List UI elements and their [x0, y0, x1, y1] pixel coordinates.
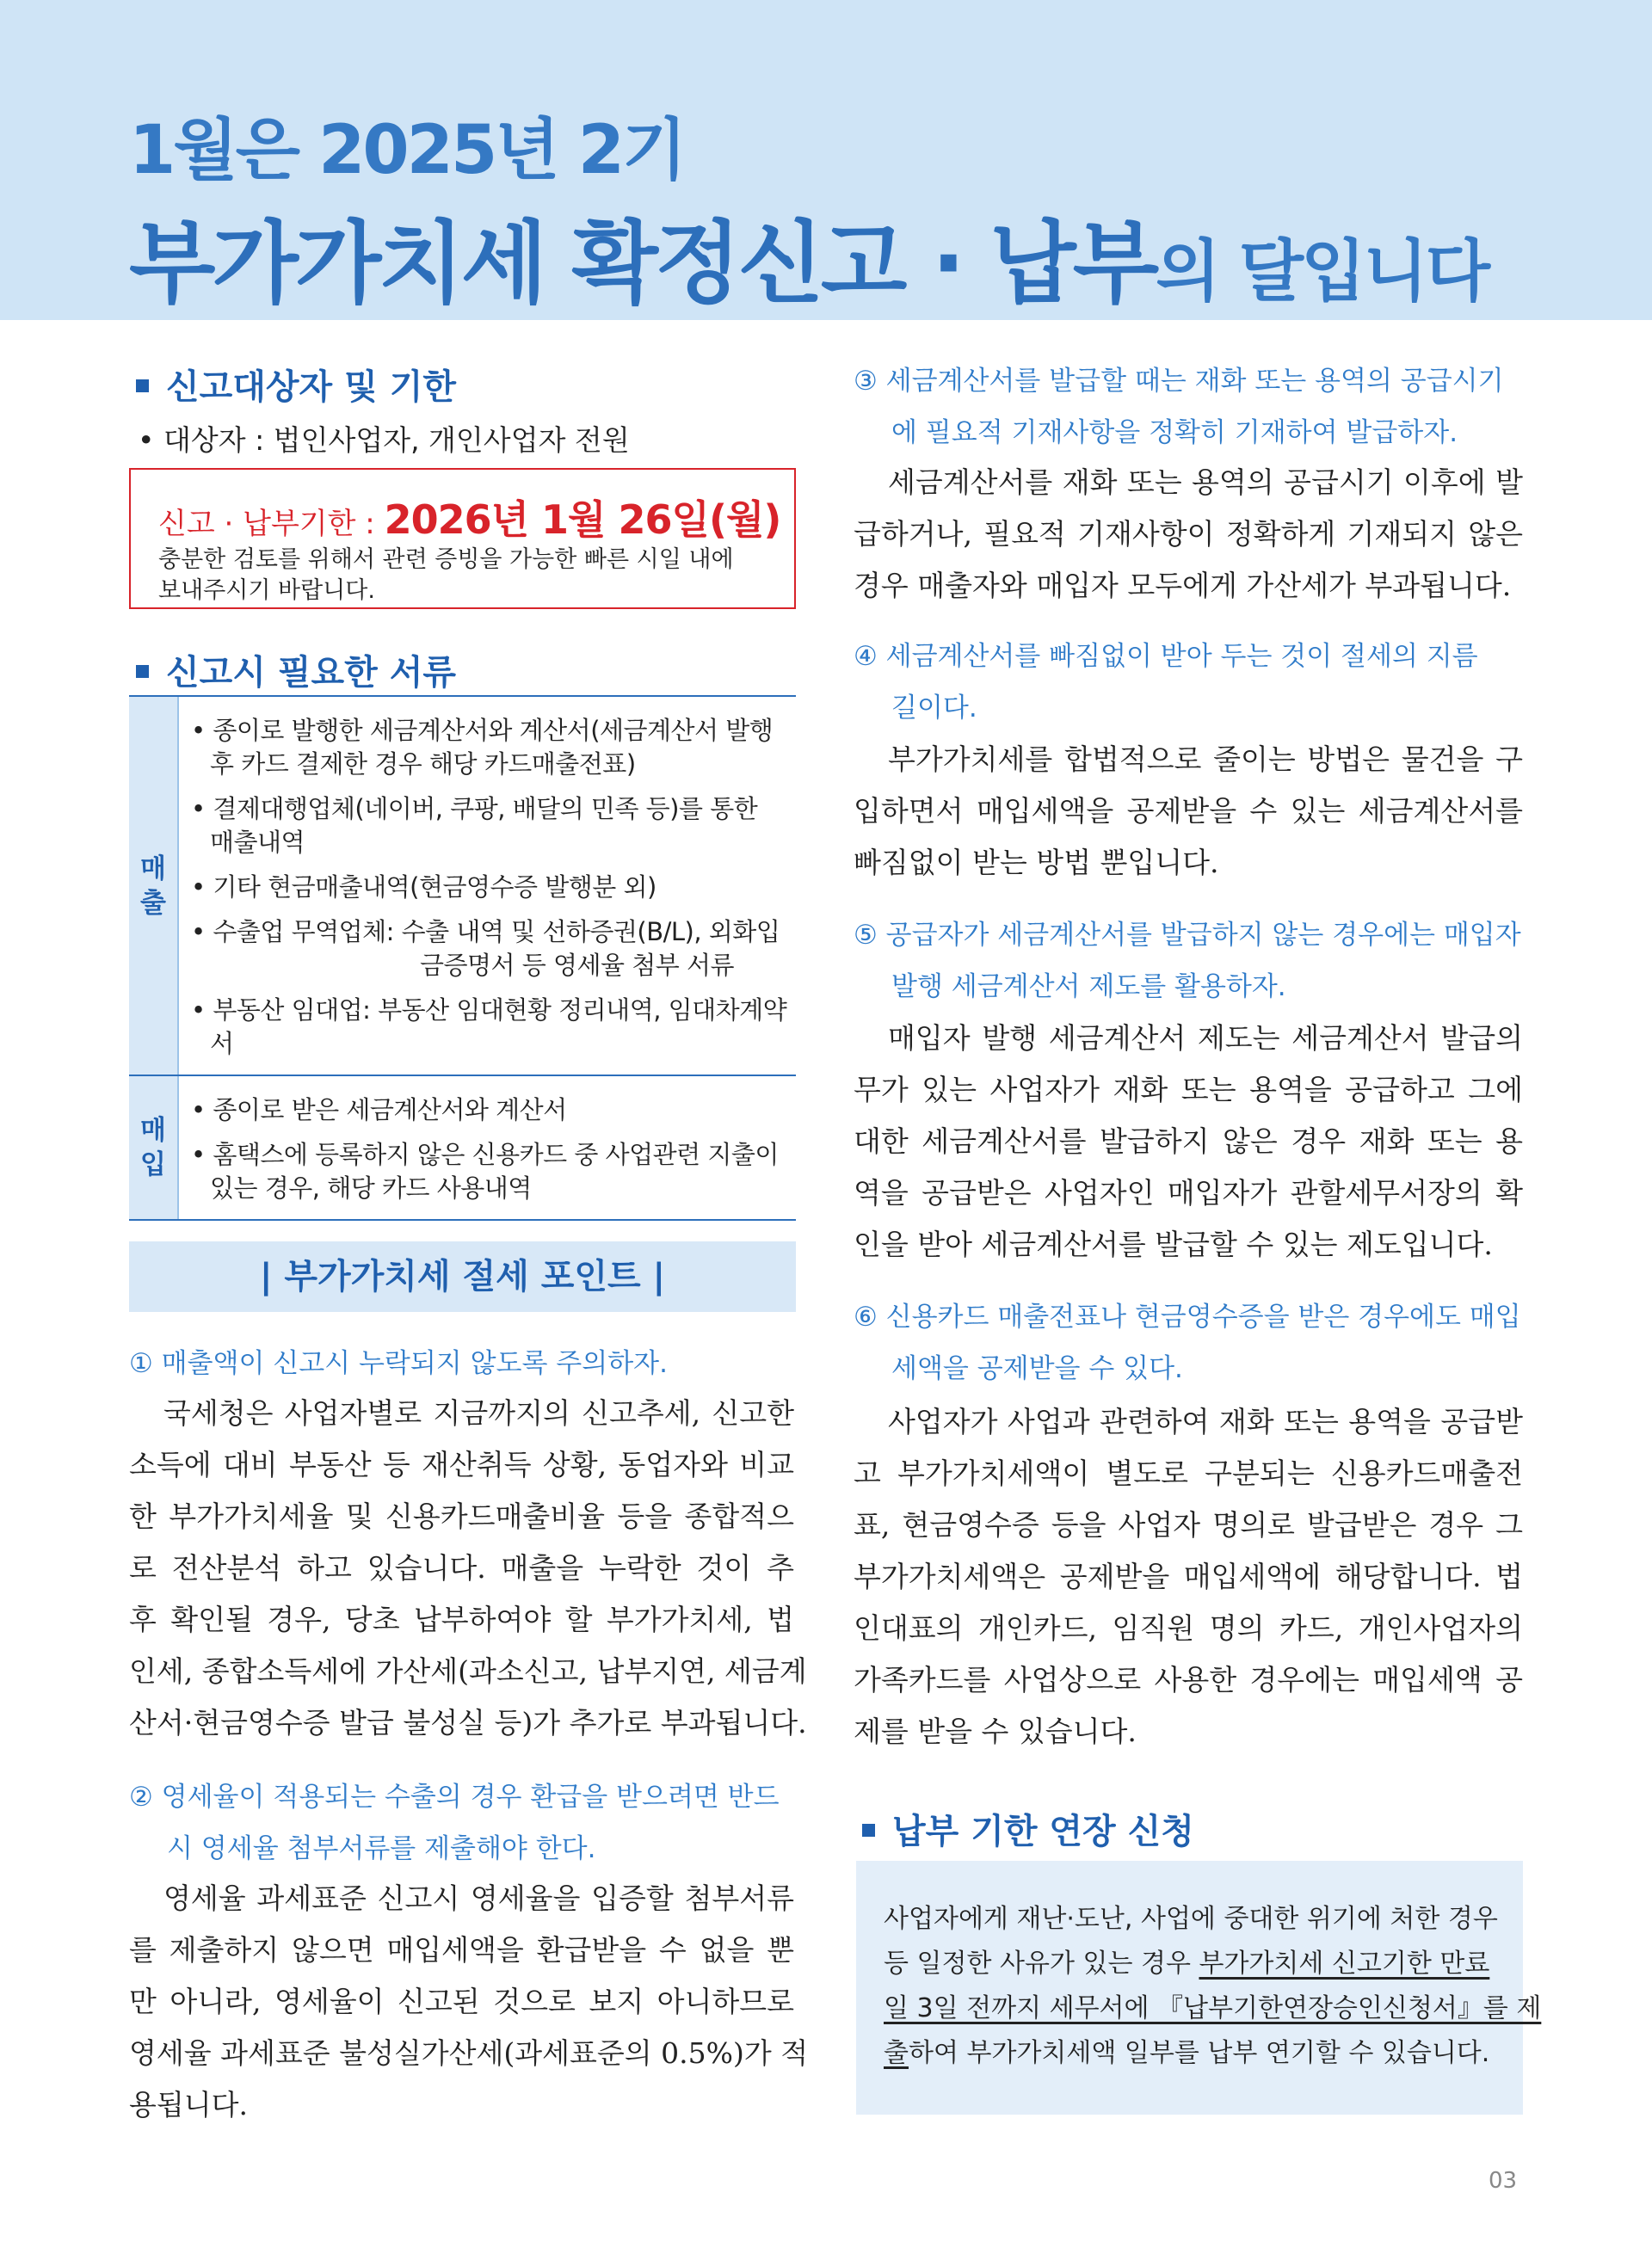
section-filing-target: 신고대상자 및 기한 — [136, 360, 456, 409]
header-banner — [0, 0, 1652, 320]
point-4-title: ④ 세금계산서를 빠짐없이 받아 두는 것이 절세의 지름 길이다. — [854, 641, 1478, 724]
list-item: • 기타 현금매출내역(현금영수증 발행분 외) — [191, 872, 656, 902]
point-5-body: 매입자 발행 세금계산서 제도는 세금계산서 발급의 무가 있는 사업자가 재화 또는 용역을 공급하고 그에 대한 세금계산서를 발급하지 않은 경우 재화 또는 용 역을 공급받은 사업자인 매입자가 관할세무서장의 확 인을 받아 세금계산서를 발급할 수 있는 제도입니다. — [854, 1021, 1523, 1261]
extension-text: 사업자에게 재난·도난, 사업에 중대한 위기에 처한 경우 등 일정한 사유가 있는 경우 부가가치세 신고기한 만료 일 3일 전까지 세무서에 『납부기한연장승인신청서』를 제 출하여 부가가치세액 일부를 납부 연기할 수 있습니다. — [884, 1904, 1542, 2068]
target-line: • 대상자 : 법인사업자, 개인사업자 전원 — [138, 423, 630, 457]
page-number: 03 — [1489, 2168, 1518, 2194]
point-6-title: ⑥ 신용카드 매출전표나 현금영수증을 받은 경우에도 매입 세액을 공제받을 수 있다. — [854, 1302, 1521, 1384]
deadline-note-2: 보내주시기 바랍니다. — [158, 577, 375, 604]
purchase-label: 매입 — [140, 1115, 166, 1180]
deadline-date: 2026년 1월 26일(월) — [384, 496, 781, 543]
point-5-title: ⑤ 공급자가 세금계산서를 발급하지 않는 경우에는 매입자 발행 세금계산서 제도를 활용하자. — [854, 920, 1521, 1002]
list-item: • 수출업 무역업체: 수출 내역 및 선하증권(B/L), 외화입 금증명서 등 영세율 첨부 서류 — [191, 917, 780, 980]
square-bullet-icon — [136, 379, 149, 392]
point-4-body: 부가가치세를 합법적으로 줄이는 방법은 물건을 구 입하면서 매입세액을 공제받을 수 있는 세금계산서를 빠짐없이 받는 방법 뿐입니다. — [854, 742, 1523, 879]
square-bullet-icon — [862, 1824, 875, 1837]
point-6-body: 사업자가 사업과 관련하여 재화 또는 용역을 공급받 고 부가가치세액이 별도로 구분되는 신용카드매출전 표, 현금영수증 등을 사업자 명의로 발급받은 경우 그 부가가치세액은 공제받을 매입세액에 해당합니다. 법 인대표의 개인카드, 임직원 명의 카드, 개인사업자의 가족카드를 사업상으로 사용한 경우에는 매입세액 공 제를 받을 수 있습니다. — [854, 1405, 1523, 1748]
point-3-body: 세금계산서를 재화 또는 용역의 공급시기 이후에 발 급하거나, 필요적 기재사항이 정확하게 기재되지 않은 경우 매출자와 매입자 모두에게 가산세가 부과됩니다. — [854, 465, 1523, 602]
list-item: • 부동산 임대업: 부동산 임대현황 정리내역, 임대차계약서 — [191, 995, 787, 1058]
deadline-line: 신고 · 납부기한 : 2026년 1월 26일(월) — [158, 496, 781, 543]
point-2-title: ② 영세율이 적용되는 수출의 경우 환급을 받으려면 반드 시 영세율 첨부서류를 제출해야 한다. — [129, 1782, 780, 1864]
title-suffix: 의 달입니다 — [1156, 233, 1489, 311]
list-item: • 종이로 발행한 세금계산서와 계산서(세금계산서 발행 후 카드 결제한 경우 해당 카드매출전표) — [191, 716, 774, 779]
page-title — [129, 191, 1488, 320]
list-item: • 결제대행업체(네이버, 쿠팡, 배달의 민족 등)를 통한 매출내역 — [191, 794, 758, 857]
title-month: 1월은 2025년 2기 — [129, 112, 685, 189]
list-item: • 홈택스에 등록하지 않은 신용카드 중 사업관련 지출이 있는 경우, 해당 카드 사용내역 — [191, 1140, 779, 1203]
section-payment-extension: 납부 기한 연장 신청 — [862, 1804, 1194, 1853]
section-required-documents: 신고시 필요한 서류 — [136, 645, 456, 694]
purchase-row — [129, 1075, 796, 1219]
point-3-title: ③ 세금계산서를 발급할 때는 재화 또는 용역의 공급시기 에 필요적 기재사항을 정확히 기재하여 발급하자. — [854, 366, 1504, 448]
point-1-body: 국세청은 사업자별로 지금까지의 신고추세, 신고한 소득에 대비 부동산 등 재산취득 상황, 동업자와 비교 한 부가가치세율 및 신용카드매출비율 등을 종합적으 로 전산분석 하고 있습니다. 매출을 누락한 것이 추 후 확인될 경우, 당초 납부하여야 할 부가가치세, 법 인세, 종합소득세에 가산세(과소신고, 납부지연, 세금계 산서·현금영수증 발급 불성실 등)가 추가로 부과됩니다. — [129, 1396, 807, 1740]
deadline-box — [129, 468, 796, 609]
tax-saving-tips-banner: | 부가가치세 절세 포인트 | — [129, 1241, 796, 1312]
list-item: • 종이로 받은 세금계산서와 계산서 — [191, 1095, 567, 1124]
documents-table — [129, 695, 796, 1221]
point-1-title: ① 매출액이 신고시 누락되지 않도록 주의하자. — [129, 1348, 668, 1379]
title-main: 부가가치세 확정신고 · 납부 — [129, 211, 1156, 316]
square-bullet-icon — [136, 665, 149, 678]
deadline-note-1: 충분한 검토를 위해서 관련 증빙을 가능한 빠른 시일 내에 — [158, 546, 734, 573]
sales-row — [129, 697, 796, 1075]
point-2-body: 영세율 과세표준 신고시 영세율을 입증할 첨부서류 를 제출하지 않으면 매입세액을 환급받을 수 없을 뿐 만 아니라, 영세율이 신고된 것으로 보지 아니하므로 영세율 과세표준 불성실가산세(과세표준의 0.5%)가 적 용됩니다. — [129, 1881, 809, 2121]
extension-info-box — [856, 1861, 1542, 2115]
sales-label: 매출 — [140, 853, 166, 919]
